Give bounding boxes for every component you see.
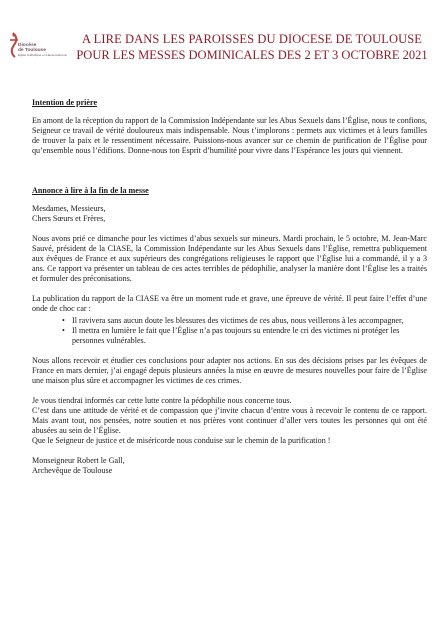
bullet-text-1: Il ravivera sans aucun doute les blessures des victimes de ces abus, nous veillerons à les accompagner,: [72, 316, 404, 325]
logo-text: [18, 44, 67, 58]
greeting-2: Chers Sœurs et Frères,: [32, 214, 106, 223]
paragraph-4b: C’est dans une attitude de vérité et de compassion que j’invite chacun d’entre vous à recevoir le contenu de ce rapport. Mais avant tout, nos pensées, notre soutien et nos prières vont continuer d’aller vers toutes les personnes qui ont été abusées au sein de l’Église.: [32, 406, 427, 435]
signature-name: Monseigneur Robert le Gall,: [32, 456, 125, 465]
bullet-icon: •: [62, 326, 65, 335]
intention-title: Intention de prière: [32, 98, 98, 107]
signature-title: Archevêque de Toulouse: [32, 466, 113, 475]
paragraph-1: Nous avons prié ce dimanche pour les victimes d’abus sexuels sur mineurs. Mardi prochain, le 5 octobre, M. Jean-Marc Sauvé, président de la CIASE, la Commission Indépendante sur les Abus Sexuels dans l’Église, remettra publiquement aux évêques de France et aux supérieurs des congrégations religieuses le rapport que l’Église lui a commandé, il y a 3 ans. Ce rapport va présenter un tableau de ces actes terribles de pédophilie, analyser la manière dont l’Église les a traités et formuler des préconisations.: [32, 234, 427, 283]
intention-text: En amont de la réception du rapport de la Commission Indépendante sur les Abus Sexuels dans l’Église, nous te confions, Seigneur ce travail de vérité douloureux mais indispensable. Nous t’implorons : permets aux victimes et à leurs familles de trouver la paix et le ressentiment nécessaire. Puissions-nous avancer sur ce chemin de purification de l’Église pour qu’ensemble nous l’édifions. Donne-nous ton Esprit d’humilité pour vivre dans l’Espérance les jours qui viennent.: [32, 116, 427, 155]
paragraph-3: Nous allons recevoir et étudier ces conclusions pour adapter nos actions. En sus des décisions prises par les évêques de France en mars dernier, j’ai engagé depuis plusieurs années la mise en œuvre de mesures nouvelles pour faire de l’Église une maison plus sûre et accompagner les victimes de ces crimes.: [32, 356, 427, 385]
bullet-text-2: Il mettra en lumière le fait que l’Église n’a pas toujours su entendre le cri des victimes ni protéger les personnes vulnérables.: [72, 326, 400, 345]
document-body: [32, 98, 427, 476]
logo-line-2: de Toulouse: [18, 47, 46, 53]
bullet-icon: •: [62, 316, 65, 325]
header-line-2: POUR LES MESSES DOMINICALES DES 2 ET 3 OCTOBRE 2021: [76, 48, 428, 62]
logo-line-1: Diocèse: [18, 43, 37, 48]
list-item: [62, 316, 427, 326]
bullet-list: [32, 316, 427, 346]
paragraph-4c: Que le Seigneur de justice et de miséricorde nous conduise sur le chemin de la purification !: [32, 436, 331, 445]
logo-line-3: Église Catholique en Haute-Garonne: [18, 53, 68, 57]
list-item: [62, 326, 427, 346]
annonce-title: Annonce à lire à la fin de la messe: [32, 186, 149, 195]
document-header: [70, 32, 434, 63]
header-line-1: A LIRE DANS LES PAROISSES DU DIOCESE DE TOULOUSE: [81, 32, 423, 46]
paragraph-4a: Je vous tiendrai informés car cette lutte contre la pédophilie nous concerne tous.: [32, 396, 292, 405]
greeting-1: Mesdames, Messieurs,: [32, 204, 106, 213]
paragraph-2: La publication du rapport de la CIASE va être un moment rude et grave, une épreuve de vérité. Il peut faire l’effet d’une onde de choc car :: [32, 294, 427, 313]
